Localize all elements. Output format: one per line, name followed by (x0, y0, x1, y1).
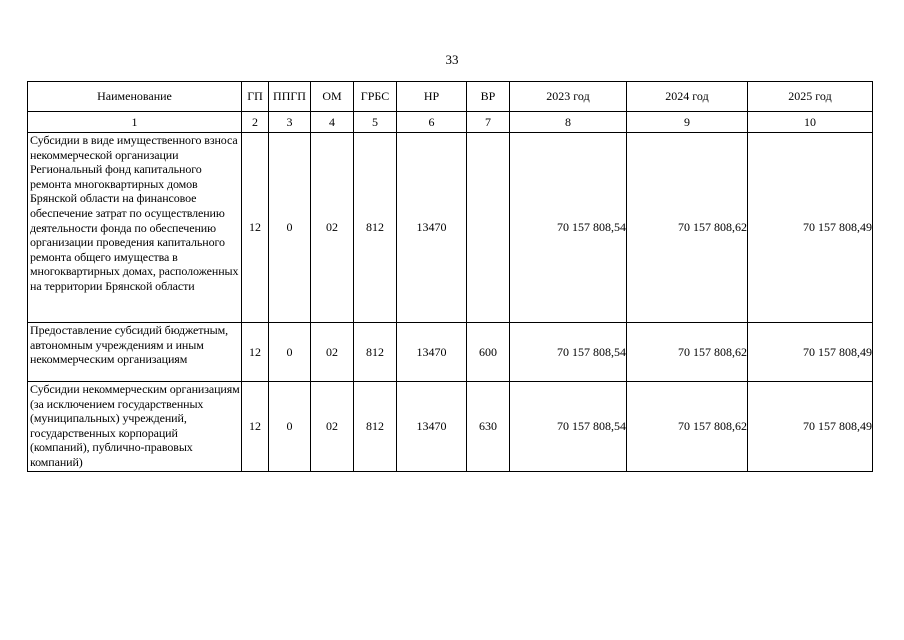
row-gp: 12 (242, 323, 269, 382)
column-number: 7 (467, 112, 510, 133)
row-amount-2023: 70 157 808,54 (510, 133, 627, 323)
header-om: ОМ (311, 82, 354, 112)
header-vr: ВР (467, 82, 510, 112)
column-number: 8 (510, 112, 627, 133)
row-om: 02 (311, 133, 354, 323)
row-gp: 12 (242, 133, 269, 323)
row-ppgp: 0 (269, 323, 311, 382)
row-gp: 12 (242, 382, 269, 472)
row-name: Субсидии в виде имущественного взноса некоммерческой организации Региональный фонд капитального ремонта многоквартирных домов Брянской области на финансовое обеспечение затрат по осуществлению деятельности фонда по обеспечению организации проведения капитального ремонта общего имущества в многоквартирных домах, расположенных на территории Брянской области (28, 133, 242, 323)
row-amount-2024: 70 157 808,62 (627, 133, 748, 323)
budget-table (27, 81, 873, 472)
table-row (28, 323, 873, 382)
row-name: Субсидии некоммерческим организациям (за исключением государственных (муниципальных) учреждений, государственных корпораций (компаний), публично-правовых компаний) (28, 382, 242, 472)
page-number: 33 (445, 52, 459, 67)
row-amount-2025: 70 157 808,49 (748, 133, 873, 323)
row-amount-2024: 70 157 808,62 (627, 382, 748, 472)
table-row (28, 133, 873, 323)
header-gp: ГП (242, 82, 269, 112)
row-nr: 13470 (397, 382, 467, 472)
column-number: 4 (311, 112, 354, 133)
row-amount-2024: 70 157 808,62 (627, 323, 748, 382)
row-om: 02 (311, 323, 354, 382)
header-2024: 2024 год (627, 82, 748, 112)
row-ppgp: 0 (269, 133, 311, 323)
row-nr: 13470 (397, 133, 467, 323)
row-nr: 13470 (397, 323, 467, 382)
header-ppgp: ППГП (269, 82, 311, 112)
row-vr (467, 133, 510, 323)
table-row (28, 382, 873, 472)
row-om: 02 (311, 382, 354, 472)
row-amount-2023: 70 157 808,54 (510, 382, 627, 472)
row-amount-2025: 70 157 808,49 (748, 382, 873, 472)
row-grbs: 812 (354, 133, 397, 323)
row-grbs: 812 (354, 323, 397, 382)
header-grbs: ГРБС (354, 82, 397, 112)
column-number: 2 (242, 112, 269, 133)
column-number: 3 (269, 112, 311, 133)
column-number: 6 (397, 112, 467, 133)
row-grbs: 812 (354, 382, 397, 472)
header-2023: 2023 год (510, 82, 627, 112)
row-vr: 630 (467, 382, 510, 472)
row-ppgp: 0 (269, 382, 311, 472)
header-name: Наименование (28, 82, 242, 112)
column-number: 1 (28, 112, 242, 133)
header-row (28, 82, 873, 112)
column-number-row (28, 112, 873, 133)
column-number: 10 (748, 112, 873, 133)
header-nr: НР (397, 82, 467, 112)
column-number: 9 (627, 112, 748, 133)
row-amount-2023: 70 157 808,54 (510, 323, 627, 382)
row-vr: 600 (467, 323, 510, 382)
header-2025: 2025 год (748, 82, 873, 112)
row-name: Предоставление субсидий бюджетным, автономным учреждениям и иным некоммерческим организациям (28, 323, 242, 382)
column-number: 5 (354, 112, 397, 133)
row-amount-2025: 70 157 808,49 (748, 323, 873, 382)
